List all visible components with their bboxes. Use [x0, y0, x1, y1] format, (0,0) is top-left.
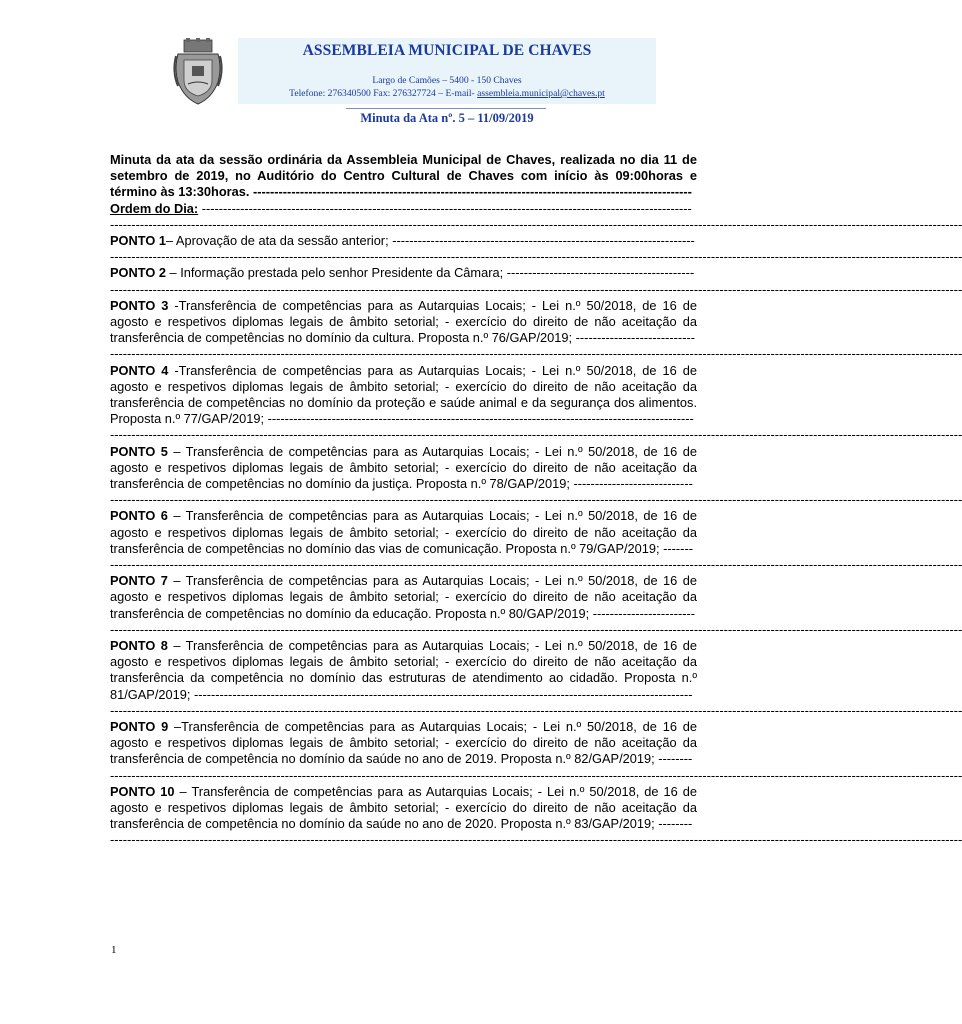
dash-fill: ------------------------------------------------------------------------------------------------------------------- [201, 200, 692, 216]
dash-fill: --------------------------------------------------------------------------------------------------------------------- [193, 686, 693, 702]
dash-separator-line: -------------------------------------------------------------------------------------------------------------------------------------------------------------------------------------------------------- [110, 346, 962, 362]
agenda-point-label: PONTO 9 [110, 718, 169, 734]
dash-fill: ---------------------------- [573, 475, 693, 491]
agenda-point [110, 298, 697, 347]
email-link[interactable]: assembleia.municipal@chaves.pt [477, 88, 605, 99]
agenda-point-text: Transferência de competências para as Autarquias Locais; - Lei n.º 50/2018, de 16 de agosto e respetivos diplomas legais de âmbito setorial; - exercício do direito de não aceitação da transferência de competências no domínio das vias de comunicação. Proposta n.º 79/GAP/2019; [110, 508, 697, 556]
agenda-point [110, 784, 697, 833]
dash-fill: ----------------------------------------------------------------------- [392, 233, 695, 248]
agenda-point-label: PONTO 5 [110, 443, 168, 459]
agenda-point-text: Transferência de competências para as Autarquias Locais; - Lei n.º 50/2018, de 16 de agosto e respetivos diplomas legais de âmbito setorial; - exercício do direito de não aceitação da transferência de competências no domínio da justiça. Proposta n.º 78/GAP/2019; [110, 443, 697, 491]
agenda-point [110, 508, 697, 557]
assembly-contact [238, 88, 656, 99]
agenda-point-text: Transferência de competências para as Autarquias Locais; - Lei n.º 50/2018, de 16 de agosto e respetivos diplomas legais de âmbito setorial; - exercício do direito de não aceitação da transferência da competência no domínio das estruturas de atendimento ao cidadão. Proposta n.º 81/GAP/2019; [110, 637, 697, 702]
agenda-point-separator: – [167, 443, 186, 459]
agenda-point-text: Transferência de competências para as Autarquias Locais; - Lei n.º 50/2018, de 16 de agosto e respetivos diplomas legais de âmbito setorial; - exercício do direito de não aceitação da transferência de competências no domínio da cultura. Proposta n.º 76/GAP/2019; [110, 297, 697, 346]
agenda-point-separator: – [167, 573, 186, 589]
dash-fill: -------- [658, 751, 693, 767]
agenda-point [110, 573, 697, 622]
agenda-point-label: PONTO 3 [110, 297, 169, 313]
agenda-point-label: PONTO 6 [110, 508, 168, 524]
agenda-point [110, 265, 697, 281]
agenda-point-label: PONTO 10 [110, 783, 175, 799]
municipal-coat-of-arms-icon [172, 38, 224, 106]
dash-fill: ------------------------------------------------------------------------------------------------------- [252, 184, 692, 200]
agenda-point-separator: - [168, 297, 179, 313]
agenda-point-text: Informação prestada pelo senhor Presidente da Câmara; [180, 265, 504, 281]
dash-separator-line: -------------------------------------------------------------------------------------------------------------------------------------------------------------------------------------------------------- [110, 281, 962, 297]
contact-phone-fax: Telefone: 276340500 Fax: 276327724 – E-mail- [289, 88, 478, 99]
intro-paragraph [110, 152, 697, 201]
dash-separator-line: -------------------------------------------------------------------------------------------------------------------------------------------------------------------------------------------------------- [110, 249, 962, 265]
agenda-point-text: Transferência de competências para as Autarquias Locais; - Lei n.º 50/2018, de 16 de agosto e respetivos diplomas legais de âmbito setorial; - exercício do direito de não aceitação da transferência de competência no domínio da saúde no ano de 2019. Proposta n.º 82/GAP/2019; [110, 718, 697, 767]
agenda-point-label: PONTO 8 [110, 637, 168, 653]
dash-separator-line: -------------------------------------------------------------------------------------------------------------------------------------------------------------------------------------------------------- [110, 702, 962, 718]
assembly-address: Largo de Camões – 5400 - 150 Chaves [372, 75, 522, 86]
agenda-point-label: PONTO 1 [110, 233, 166, 248]
agenda-point-separator: – [168, 718, 182, 734]
dash-fill: -------------------------------------------- [506, 265, 695, 281]
dash-fill: ---------------------------------------------------------------------------------------------------- [267, 411, 694, 427]
agenda-point-separator: – [174, 783, 192, 799]
agenda-point-label: PONTO 7 [110, 573, 168, 589]
agenda-point [110, 363, 697, 428]
agenda-point-separator: – [167, 508, 186, 524]
dash-fill: ------- [663, 540, 693, 556]
dash-separator-line: -------------------------------------------------------------------------------------------------------------------------------------------------------------------------------------------------------- [110, 556, 962, 572]
dash-separator-line: -------------------------------------------------------------------------------------------------------------------------------------------------------------------------------------------------------- [110, 216, 962, 232]
agenda-point-text: Transferência de competências para as Autarquias Locais; - Lei n.º 50/2018, de 16 de agosto e respetivos diplomas legais de âmbito setorial; - exercício do direito de não aceitação da transferência de competências no domínio da proteção e saúde animal e da segurança dos alimentos. Proposta n.º 77/GAP/2019; [110, 362, 697, 427]
dash-separator-line: -------------------------------------------------------------------------------------------------------------------------------------------------------------------------------------------------------- [110, 832, 962, 848]
agenda-point-separator: - [168, 362, 179, 378]
ordem-do-dia-row [110, 201, 697, 217]
dash-separator-line: -------------------------------------------------------------------------------------------------------------------------------------------------------------------------------------------------------- [110, 427, 962, 443]
agenda-point-separator: – [165, 233, 176, 248]
dash-fill: -------- [658, 816, 693, 832]
agenda-point-label: PONTO 4 [110, 362, 169, 378]
agenda-point-text: Transferência de competências para as Autarquias Locais; - Lei n.º 50/2018, de 16 de agosto e respetivos diplomas legais de âmbito setorial; - exercício do direito de não aceitação da transferência de competência no domínio da saúde no ano de 2020. Proposta n.º 83/GAP/2019; [110, 783, 698, 832]
intro-text: Minuta da ata da sessão ordinária da Assembleia Municipal de Chaves, realizada no dia 11 de setembro de 2019, no Auditório do Centro Cultural de Chaves com início às 09:00horas e término às 13:30horas. [110, 152, 697, 200]
header-divider [346, 108, 546, 109]
agenda-points [110, 216, 962, 849]
agenda-point [110, 444, 697, 493]
ordem-do-dia-label: Ordem do Dia: [110, 200, 199, 216]
agenda-point-separator: – [165, 265, 181, 281]
agenda-point-label: PONTO 2 [110, 265, 166, 281]
assembly-title: ASSEMBLEIA MUNICIPAL DE CHAVES [302, 42, 592, 59]
agenda-point-separator: – [167, 637, 186, 653]
agenda-point-text: Transferência de competências para as Autarquias Locais; - Lei n.º 50/2018, de 16 de agosto e respetivos diplomas legais de âmbito setorial; - exercício do direito de não aceitação da transferência de competências no domínio da educação. Proposta n.º 80/GAP/2019; [110, 573, 697, 621]
agenda-point [110, 719, 697, 768]
dash-fill: ---------------------------- [575, 330, 695, 346]
dash-fill: ------------------------ [592, 605, 696, 621]
dash-separator-line: -------------------------------------------------------------------------------------------------------------------------------------------------------------------------------------------------------- [110, 492, 962, 508]
agenda-point [110, 638, 697, 703]
minuta-title: Minuta da Ata nº. 5 – 11/09/2019 [360, 111, 534, 125]
agenda-point-text: Aprovação de ata da sessão anterior; [175, 233, 389, 248]
document-body [110, 152, 962, 849]
agenda-point [110, 233, 697, 249]
dash-separator-line: -------------------------------------------------------------------------------------------------------------------------------------------------------------------------------------------------------- [110, 767, 962, 783]
page-number: 1 [111, 944, 117, 956]
dash-separator-line: -------------------------------------------------------------------------------------------------------------------------------------------------------------------------------------------------------- [110, 621, 962, 637]
